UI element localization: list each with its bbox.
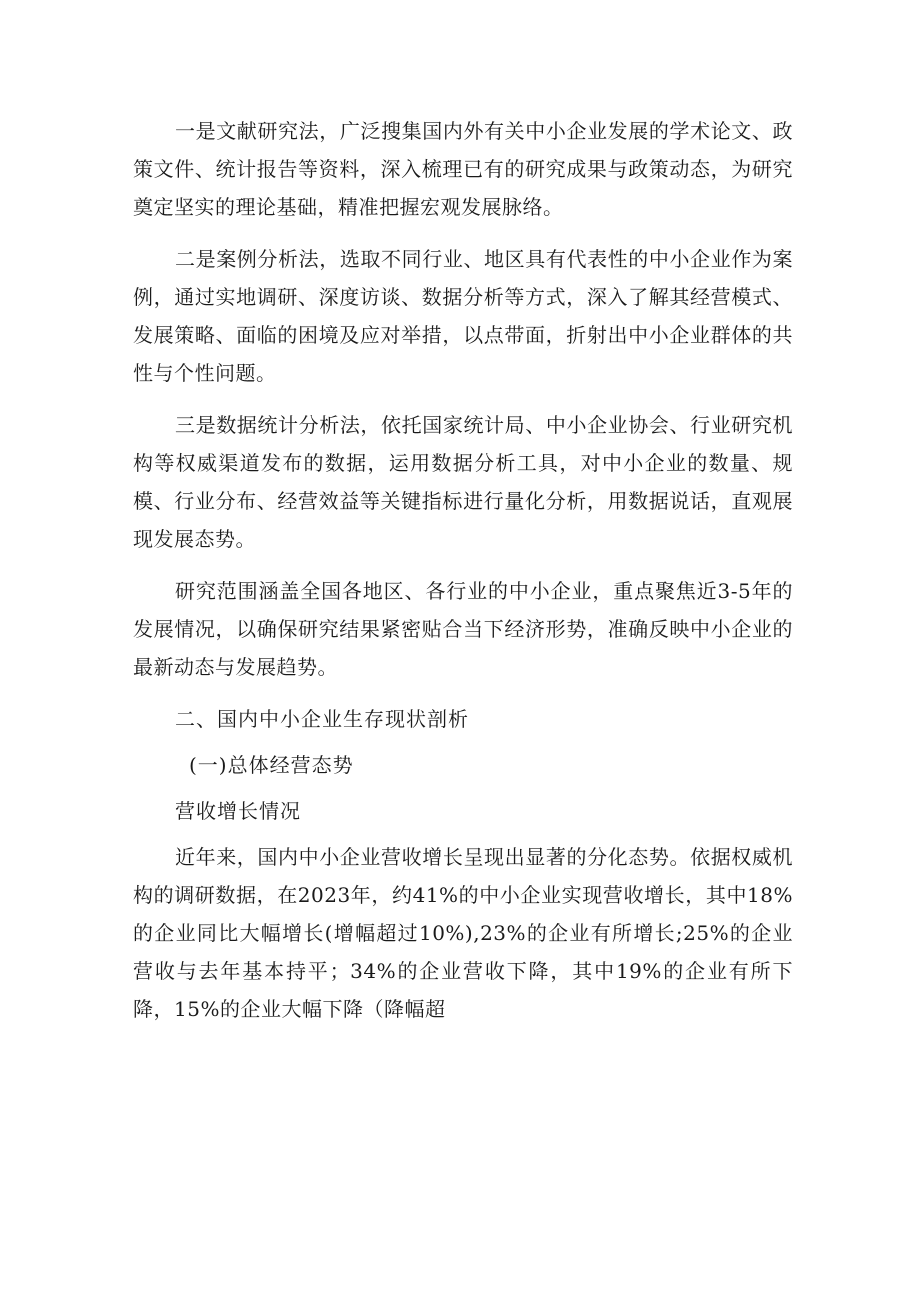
subsection-heading: (一)总体经营态势 bbox=[189, 753, 354, 777]
paragraph-case-method: 二是案例分析法，选取不同行业、地区具有代表性的中小企业作为案例，通过实地调研、深度访谈、数据分析等方式，深入了解其经营模式、发展策略、面临的困境及应对举措，以点带面，折射出中小企业群体的共性与个性问题。 bbox=[133, 247, 793, 385]
paragraph-literature-method: 一是文献研究法，广泛搜集国内外有关中小企业发展的学术论文、政策文件、统计报告等资料，深入梳理已有的研究成果与政策动态，为研究奠定坚实的理论基础，精准把握宏观发展脉络。 bbox=[133, 119, 793, 219]
paragraph-research-scope: 研究范围涵盖全国各地区、各行业的中小企业，重点聚焦近3-5年的发展情况，以确保研究结果紧密贴合当下经济形势，准确反映中小企业的最新动态与发展趋势。 bbox=[133, 579, 793, 679]
paragraph-revenue-growth: 近年来，国内中小企业营收增长呈现出显著的分化态势。依据权威机构的调研数据，在2023年，约41%的中小企业实现营收增长，其中18%的企业同比大幅增长(增幅超过10%),23%的企业有所增长;25%的企业营收与去年基本持平；34%的企业营收下降，其中19%的企业有所下降，15%的企业大幅下降（降幅超 bbox=[133, 845, 793, 1021]
paragraph-statistics-method: 三是数据统计分析法，依托国家统计局、中小企业协会、行业研究机构等权威渠道发布的数据，运用数据分析工具，对中小企业的数量、规模、行业分布、经营效益等关键指标进行量化分析，用数据说话，直观展现发展态势。 bbox=[133, 413, 793, 551]
section-heading: 二、国内中小企业生存现状剖析 bbox=[175, 707, 469, 731]
document-page bbox=[133, 112, 793, 1028]
topic-heading: 营收增长情况 bbox=[175, 799, 301, 823]
